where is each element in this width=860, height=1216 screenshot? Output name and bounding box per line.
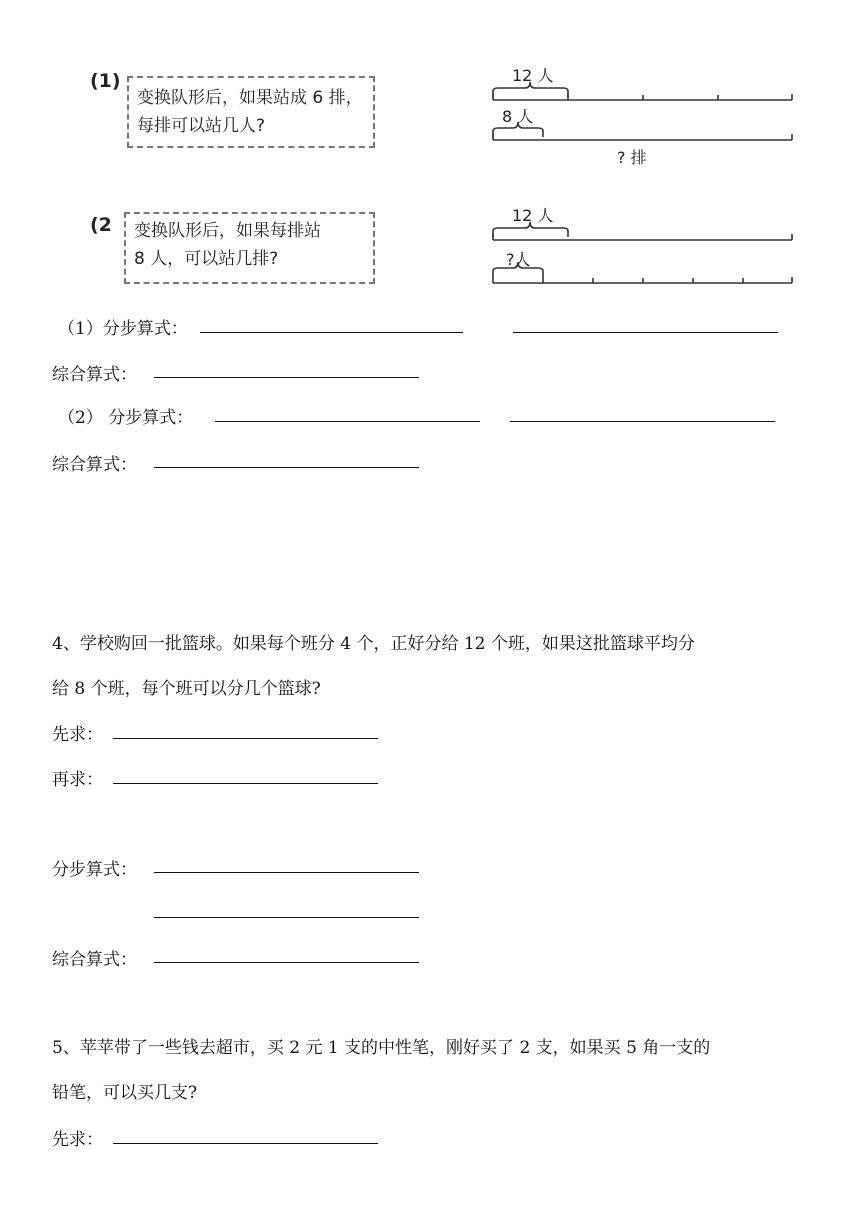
q2-combined-blank[interactable] [154,467,419,468]
problem-4-text-line1: 4、学校购回一批篮球。如果每个班分 4 个，正好分给 12 个班，如果这批篮球平均分 [52,634,695,654]
problem-5-text-line2: 铅笔，可以买几支? [52,1083,198,1103]
q4-step-label: 分步算式： [52,860,137,880]
q4-then-label: 再求： [52,770,103,790]
q1-combined-blank[interactable] [154,377,419,378]
q4-then-blank[interactable] [113,783,378,784]
q4-first-blank[interactable] [113,738,378,739]
q5-first-label: 先求： [52,1130,103,1150]
diagram-2-top-label: 12 人 [512,206,554,225]
problem-2-box-line1: 变换队形后，如果每排站 [134,221,321,241]
q4-step-blank-1[interactable] [154,872,419,873]
problem-1-box-line2: 每排可以站几人? [137,116,266,136]
q2-step-blank-2[interactable] [510,421,775,422]
q1-step-label: （1）分步算式： [58,319,188,339]
q2-step-label: （2） 分步算式： [58,408,194,428]
problem-2-number: (2 [90,214,112,236]
problem-4-text-line2: 给 8 个班，每个班可以分几个篮球? [52,679,321,699]
q1-step-blank-1[interactable] [200,332,463,333]
q4-combined-label: 综合算式： [52,950,137,970]
problem-1-box-line1: 变换队形后，如果站成 6 排， [137,88,363,108]
diagram-1-top-label: 12 人 [512,66,554,85]
q2-combined-label: 综合算式： [52,455,137,475]
diagram-1-bottom-label: 8 人 [502,107,534,126]
q4-first-label: 先求： [52,725,103,745]
problem-2-box-line2: 8 人，可以站几排? [134,249,279,269]
q2-step-blank-1[interactable] [215,421,480,422]
q4-combined-blank[interactable] [154,962,419,963]
diagram-1-under-label: ? 排 [617,148,647,167]
q1-step-blank-2[interactable] [513,332,778,333]
q1-combined-label: 综合算式： [52,365,137,385]
q5-first-blank[interactable] [113,1143,378,1144]
problem-5-text-line1: 5、苹苹带了一些钱去超市，买 2 元 1 支的中性笔，刚好买了 2 支，如果买 5 角一支的 [52,1038,711,1058]
q4-step-blank-2[interactable] [154,917,419,918]
problem-1-number: (1) [90,70,121,92]
diagram-2-bottom-label: ?人 [506,250,531,269]
